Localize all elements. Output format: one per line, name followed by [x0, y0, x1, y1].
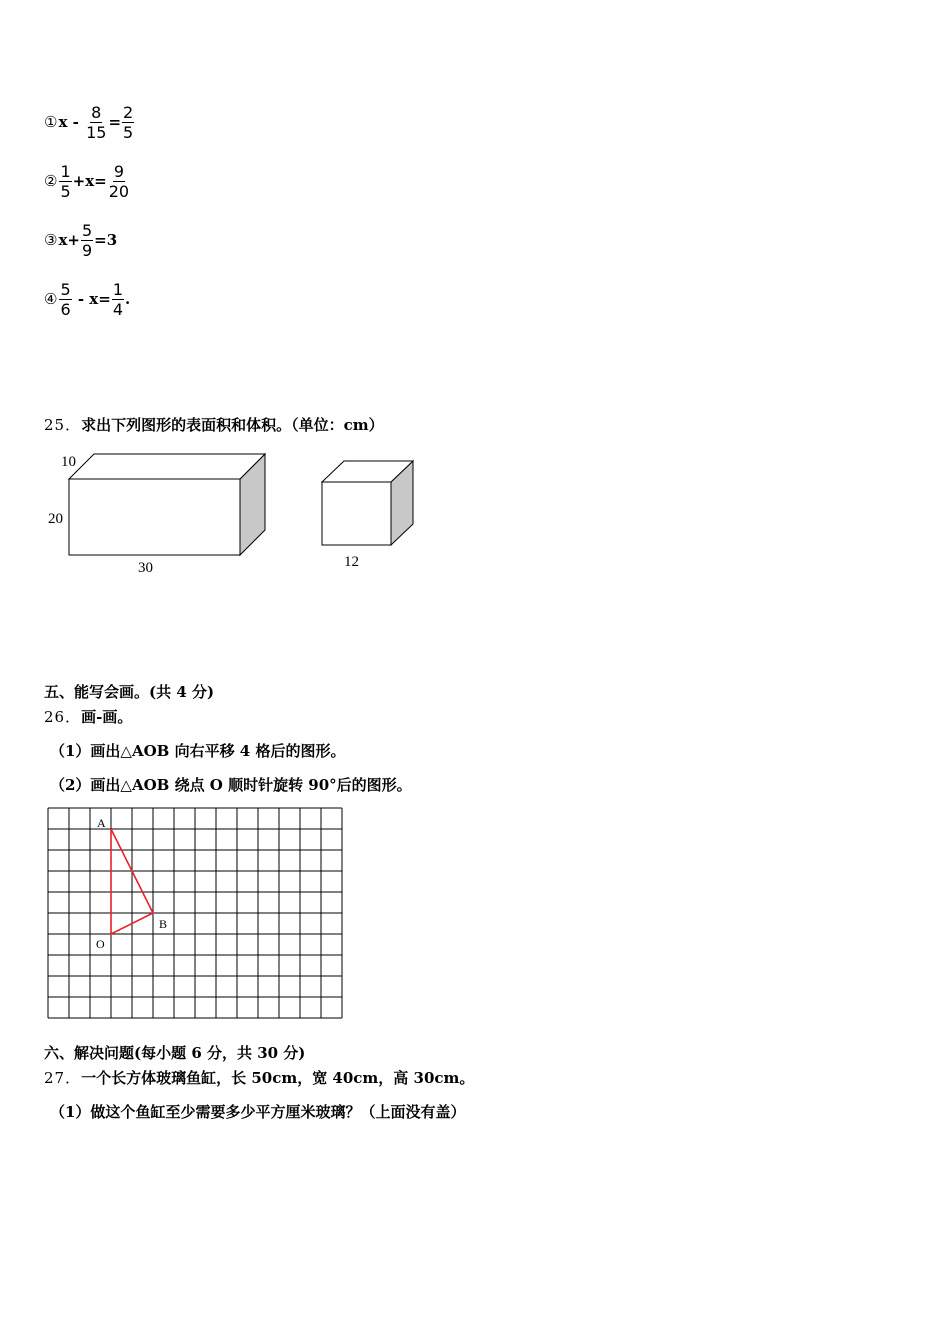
equation-text: .	[125, 290, 131, 308]
cube-front-face	[322, 482, 391, 545]
equation-3	[44, 210, 117, 270]
question-text: 一个长方体玻璃鱼缸，长 50cm，宽 40cm，高 30cm。	[81, 1069, 475, 1087]
section-6-title: 六、解决问题(每小题 6 分，共 30 分)	[44, 1044, 306, 1062]
equation-marker: ④	[44, 290, 58, 308]
question-text: 画-画。	[81, 708, 133, 726]
cuboid-figure	[48, 454, 265, 576]
triangle-grid	[0, 800, 360, 1025]
equation-4	[44, 269, 130, 329]
fraction-numerator: 9	[113, 161, 124, 181]
solid-figures	[0, 440, 450, 590]
equation-marker: ③	[44, 231, 58, 249]
equation-text: =3	[94, 231, 118, 249]
equation-text: +x=	[72, 172, 107, 190]
fraction	[85, 103, 107, 142]
question-27-sub-1: （1）做这个鱼缸至少需要多少平方厘米玻璃？（上面没有盖）	[50, 1103, 466, 1121]
cuboid-front-face	[69, 479, 240, 555]
section-5-title: 五、能写会画。(共 4 分)	[44, 683, 215, 701]
fraction	[59, 162, 71, 201]
fraction	[108, 162, 130, 201]
equation-2	[44, 151, 131, 211]
fraction	[112, 280, 124, 319]
fraction-numerator: 8	[91, 102, 102, 122]
grid-lines	[48, 808, 342, 1018]
cuboid-length-label: 30	[138, 560, 153, 576]
point-o-label: O	[96, 937, 105, 951]
question-26	[44, 706, 132, 727]
cube-figure	[322, 461, 413, 570]
question-26-sub-2: （2）画出△AOB 绕点 O 顺时针旋转 90°后的图形。	[50, 776, 412, 794]
equation-text: x -	[58, 113, 85, 131]
fraction-denominator: 5	[123, 122, 134, 142]
question-text: 求出下列图形的表面积和体积。（单位：cm）	[81, 416, 384, 434]
equation-text: =	[108, 113, 122, 131]
question-number: 25．	[44, 416, 82, 434]
equation-text: - x=	[72, 290, 111, 308]
equation-1	[44, 92, 135, 152]
question-number: 26．	[44, 708, 82, 726]
fraction-denominator: 15	[86, 122, 107, 142]
point-a-label: A	[97, 816, 106, 830]
fraction-denominator: 6	[60, 299, 71, 319]
fraction-numerator: 5	[60, 279, 71, 299]
point-b-label: B	[159, 917, 168, 931]
fraction	[81, 221, 93, 260]
question-27	[44, 1067, 474, 1088]
equation-marker: ②	[44, 172, 58, 190]
question-26-sub-1: （1）画出△AOB 向右平移 4 格后的图形。	[50, 742, 346, 760]
fraction	[59, 280, 71, 319]
question-number: 27．	[44, 1069, 82, 1087]
fraction-numerator: 5	[81, 220, 93, 240]
fraction-denominator: 4	[112, 299, 124, 319]
fraction-numerator: 2	[123, 102, 134, 122]
cuboid-height-label: 20	[48, 511, 63, 527]
fraction-denominator: 5	[60, 181, 71, 201]
equation-text: x+	[58, 231, 80, 249]
question-25	[44, 414, 384, 435]
fraction-denominator: 9	[81, 240, 93, 260]
cuboid-depth-label: 10	[61, 454, 76, 470]
fraction-denominator: 20	[108, 181, 130, 201]
fraction-numerator: 1	[60, 161, 71, 181]
fraction	[122, 103, 134, 142]
cube-edge-label: 12	[344, 554, 359, 570]
cuboid-top-face	[69, 454, 265, 479]
fraction-numerator: 1	[112, 279, 124, 299]
equation-marker: ①	[44, 113, 58, 131]
